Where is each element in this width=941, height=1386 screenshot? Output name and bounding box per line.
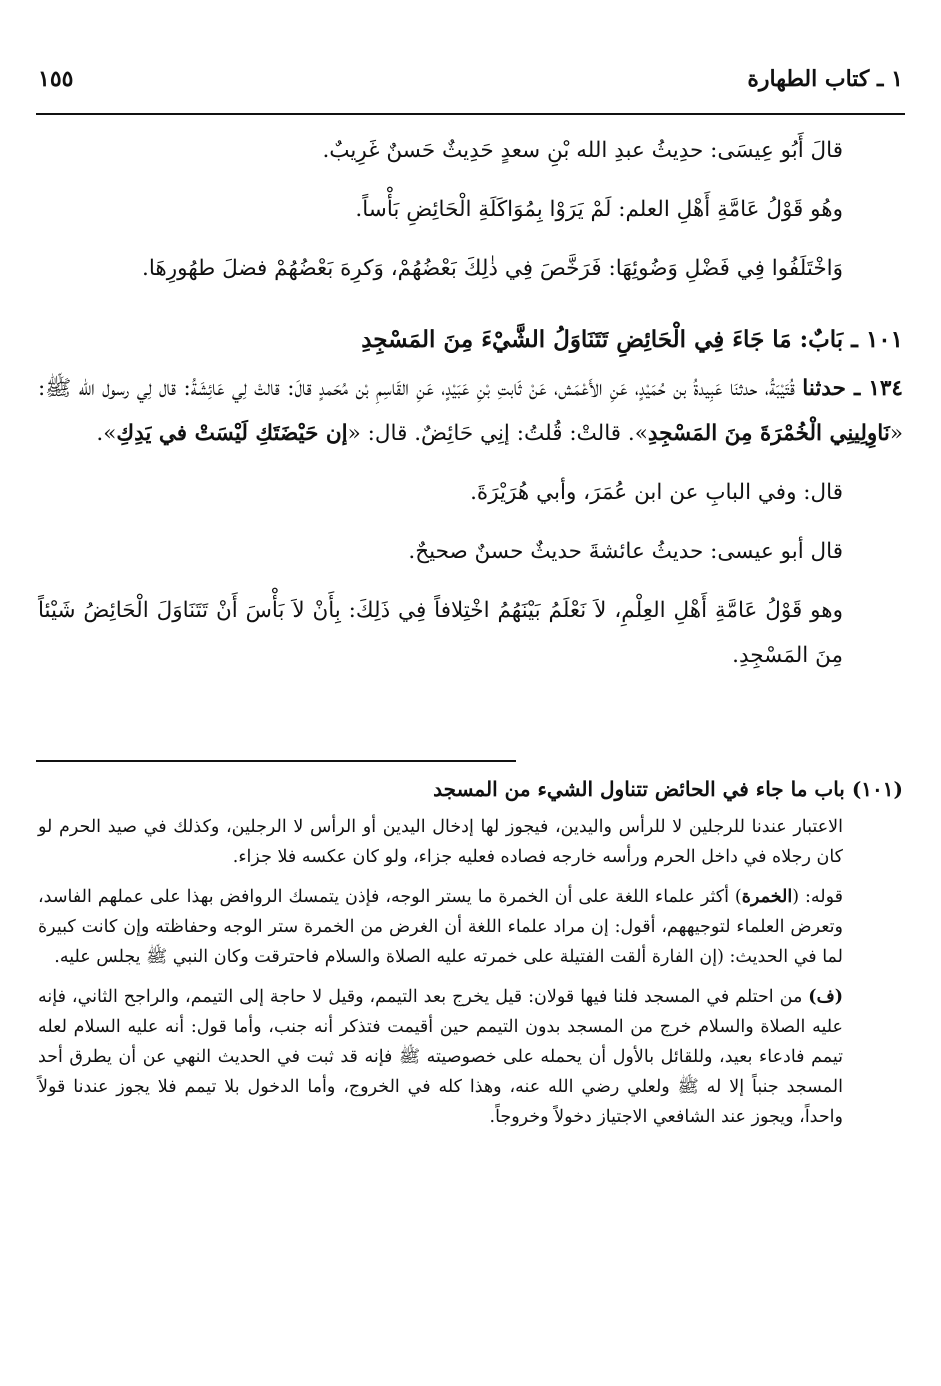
hadith-chain-text: قُتَيْبَةُ، حدثنَا عَبِيدةُ بن حُمَيْدٍ، عَنِ الأَعْمَش، عَنْ ثَابتِ بْنِ عَبَيْدٍ، عَنِ القَاسِمِ بْن مُحَمدٍ قالَ: قالتْ لِي عَائِشَةُ: قال لِي رسول الله ﷺ: « — [38, 376, 903, 446]
note2-body: ) أكثر علماء اللغة على أن الخمرة ما يستر الوجه، فإذن يتمسك الروافض بهذا على عملهم الفاسد، وتعرض العلماء لتوجيههم، أقول: إن مراد علماء اللغة أن الغرض من الخمرة ستر الوجه وحفاظته وإن كانت كبيرة لما في الحديث: (إن الفارة ألقت الفتيلة على خمرته عليه الصلاة والسلام فاحترقت وكان النبي ﷺ يجلس عليه. — [38, 887, 843, 967]
hadith-number-label: ١٣٤ ـ حدثنا — [802, 376, 903, 401]
main-text — [38, 128, 903, 678]
note2-prefix: قوله: ( — [792, 887, 843, 907]
paragraph-abu-isa-grading: قالَ أَبُو عِيسَى: حدِيثُ عبدِ الله بْنِ سعدٍ حَدِيثٌ حَسنٌ غَرِيبٌ. — [322, 138, 843, 163]
commentary-section — [38, 774, 903, 1132]
hadith-quote-bold-1: نَاوِلِينِي الْخُمْرَةَ مِنَ المَسْجِدِ — [647, 421, 890, 446]
hadith-text-end: ». — [96, 421, 117, 446]
paragraph-scholars-view: وهُو قَوْلُ عَامَّةِ أَهْلِ العلم: لَمْ يَرَوْا بِمُوَاكَلَةِ الْحَائِضِ بَأْساً. — [355, 197, 843, 222]
note3-marker: (ف) — [808, 987, 843, 1007]
page-number: ١٥٥ — [38, 66, 74, 92]
commentary-note-1: الاعتبار عندنا للرجلين لا للرأس واليدين، فيجوز لها إدخال اليدين أو الرأس لا الرجلين، وكذلك في صيد الحرم لو كان رجلاه في داخل الحرم ورأسه خارجه فصاده فعليه جزاء، ولو كان عكسه فلا جزاء. — [38, 817, 843, 867]
page-header — [38, 62, 903, 96]
paragraph-hadith-grading: قال أبو عيسى: حديثُ عائشةَ حديثٌ حسنٌ صحيحٌ. — [408, 539, 843, 564]
paragraph-scholars-consensus: وهو قَوْلُ عَامَّةِ أَهْلِ العِلْمِ، لاَ نَعْلَمُ بَيْنَهُمُ اخْتِلافاً فِي ذَلِكَ: بِأَنْ لاَ بَأْسَ أَنْ تَتَنَاوَلَ الْحَائِضُ شَيْئاً مِنَ المَسْجِدِ. — [38, 598, 843, 668]
hadith-paragraph — [38, 366, 903, 456]
hadith-quote-bold-2: إن حَيْضَتَكِ لَيْسَتْ في يَدِكِ — [116, 421, 348, 446]
running-chapter-title: ١ ـ كتاب الطهارة — [747, 66, 903, 92]
note2-keyword: الخمرة — [741, 887, 793, 907]
header-divider — [36, 113, 905, 115]
hadith-text-middle: ». قالتْ: قُلتُ: إنِي حَائِضٌ. قال: « — [347, 421, 648, 446]
commentary-note-2 — [38, 882, 903, 972]
footnote-divider — [36, 760, 516, 762]
paragraph-chapter-narrations: قال: وفي البابِ عن ابن عُمَرَ، وأبي هُرَيْرَةَ. — [470, 480, 843, 505]
commentary-title: (١٠١) باب ما جاء في الحائض تتناول الشيء من المسجد — [433, 777, 903, 801]
paragraph-disagreement: وَاخْتَلَفُوا فِي فَضْلِ وَضُوئِهَا: فَرَخَّصَ فِي ذٰلِكَ بَعْضُهُمْ، وَكرِهَ بَعْضُهُمْ فضلَ طهُورِهَا. — [142, 256, 843, 281]
commentary-note-3 — [38, 982, 903, 1132]
chapter-heading: ١٠١ ـ بَابٌ: مَا جَاءَ فِي الْحَائِضِ تَتَنَاوَلُ الشَّيْءَ مِنَ المَسْجِدِ — [361, 326, 903, 353]
note3-body: من احتلم في المسجد فلنا فيها قولان: قيل يخرج بعد التيمم، وقيل لا حاجة إلى التيمم، والراجح الثاني، فإنه عليه الصلاة والسلام خرج من المسجد بدون التيمم حين أقيمت فتذكر أنه جنب، وأما قول: أنه عليه السلام لعله تيمم فادعاء بعيد، وللقائل بالأول أن يحمله على خصوصيته ﷺ فإنه قد ثبت في الحديث النهي عن أن يطرق أحد المسجد جنباً إلا له ﷺ ولعلي رضي الله عنه، وهذا كله في الخروج، وأما الدخول بلا تيمم فلا يجوز عندنا قولاً واحداً، ويجوز عند الشافعي الاجتياز دخولاً وخروجاً. — [38, 987, 843, 1127]
